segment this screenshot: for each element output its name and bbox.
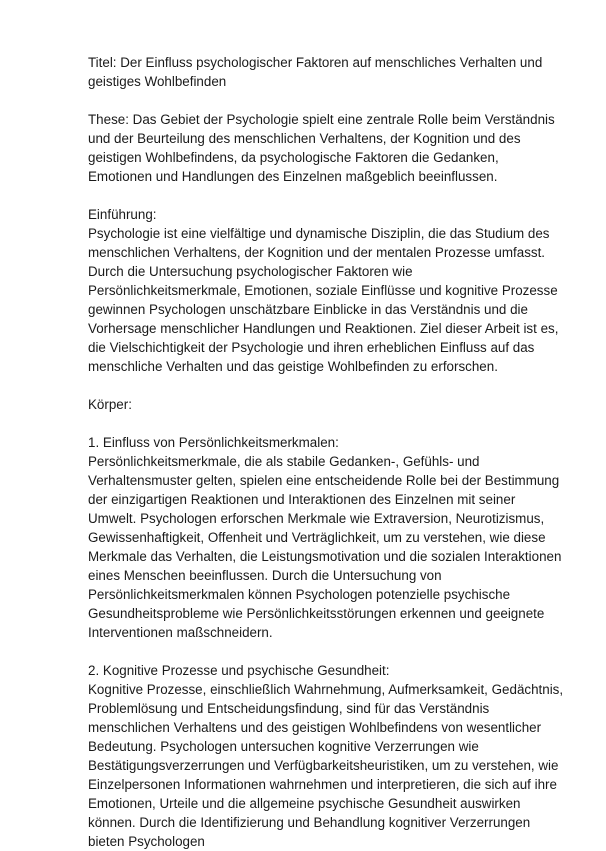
section1-paragraph: Persönlichkeitsmerkmale, die als stabile Gedanken-, Gefühls- und Verhaltensmuster gelten, spielen eine entscheidende Rolle bei der Bestimmung der einzigartigen Reaktionen und Interaktionen des Einzelnen mit seiner Umwelt. Psychologen erforschen Merkmale wie Extraversion, Neurotizismus, Gewissenhaftigkeit, Offenheit und Verträglichkeit, um zu verstehen, wie diese Merkmale das Verhalten, die Leistungsmotivation und die sozialen Interaktionen eines Menschen beeinflussen. Durch die Untersuchung von Persönlichkeitsmerkmalen können Psychologen potenzielle psychische Gesundheitsprobleme wie Persönlichkeitsstörungen erkennen und geeignete Interventionen maßschneidern.	[88, 454, 562, 640]
document-title: Titel: Der Einfluss psychologischer Faktoren auf menschliches Verhalten und geistiges Wohlbefinden	[88, 55, 543, 89]
document-page	[88, 53, 566, 851]
intro-heading: Einführung:	[88, 207, 157, 222]
intro-paragraph: Psychologie ist eine vielfältige und dynamische Disziplin, die das Studium des menschlichen Verhaltens, der Kognition und der mentalen Prozesse umfasst. Durch die Untersuchung psychologischer Faktoren wie Persönlichkeitsmerkmale, Emotionen, soziale Einflüsse und kognitive Prozesse gewinnen Psychologen unschätzbare Einblicke in das Verständnis und die Vorhersage menschlicher Handlungen und Reaktionen. Ziel dieser Arbeit ist es, die Vielschichtigkeit der Psychologie und ihren erheblichen Einfluss auf das menschliche Verhalten und das geistige Wohlbefinden zu erforschen.	[88, 226, 559, 374]
section2-paragraph: Kognitive Prozesse, einschließlich Wahrnehmung, Aufmerksamkeit, Gedächtnis, Problemlösung und Entscheidungsfindung, sind für das Verständnis menschlichen Verhaltens und des geistigen Wohlbefindens von wesentlicher Bedeutung. Psychologen untersuchen kognitive Verzerrungen wie Bestätigungsverzerrungen und Verfügbarkeitsheuristiken, um zu verstehen, wie Einzelpersonen Informationen wahrnehmen und interpretieren, die sich auf ihre Emotionen, Urteile und die allgemeine psychische Gesundheit auswirken können. Durch die Identifizierung und Behandlung kognitiver Verzerrungen bieten Psychologen	[88, 682, 564, 849]
section1-heading: 1. Einfluss von Persönlichkeitsmerkmalen:	[88, 435, 339, 450]
section2-heading: 2. Kognitive Prozesse und psychische Gesundheit:	[88, 663, 390, 678]
body-heading: Körper:	[88, 397, 132, 412]
thesis-paragraph: These: Das Gebiet der Psychologie spielt eine zentrale Rolle beim Verständnis und der Beurteilung des menschlichen Verhaltens, der Kognition und des geistigen Wohlbefindens, da psychologische Faktoren die Gedanken, Emotionen und Handlungen des Einzelnen maßgeblich beeinflussen.	[88, 112, 555, 184]
